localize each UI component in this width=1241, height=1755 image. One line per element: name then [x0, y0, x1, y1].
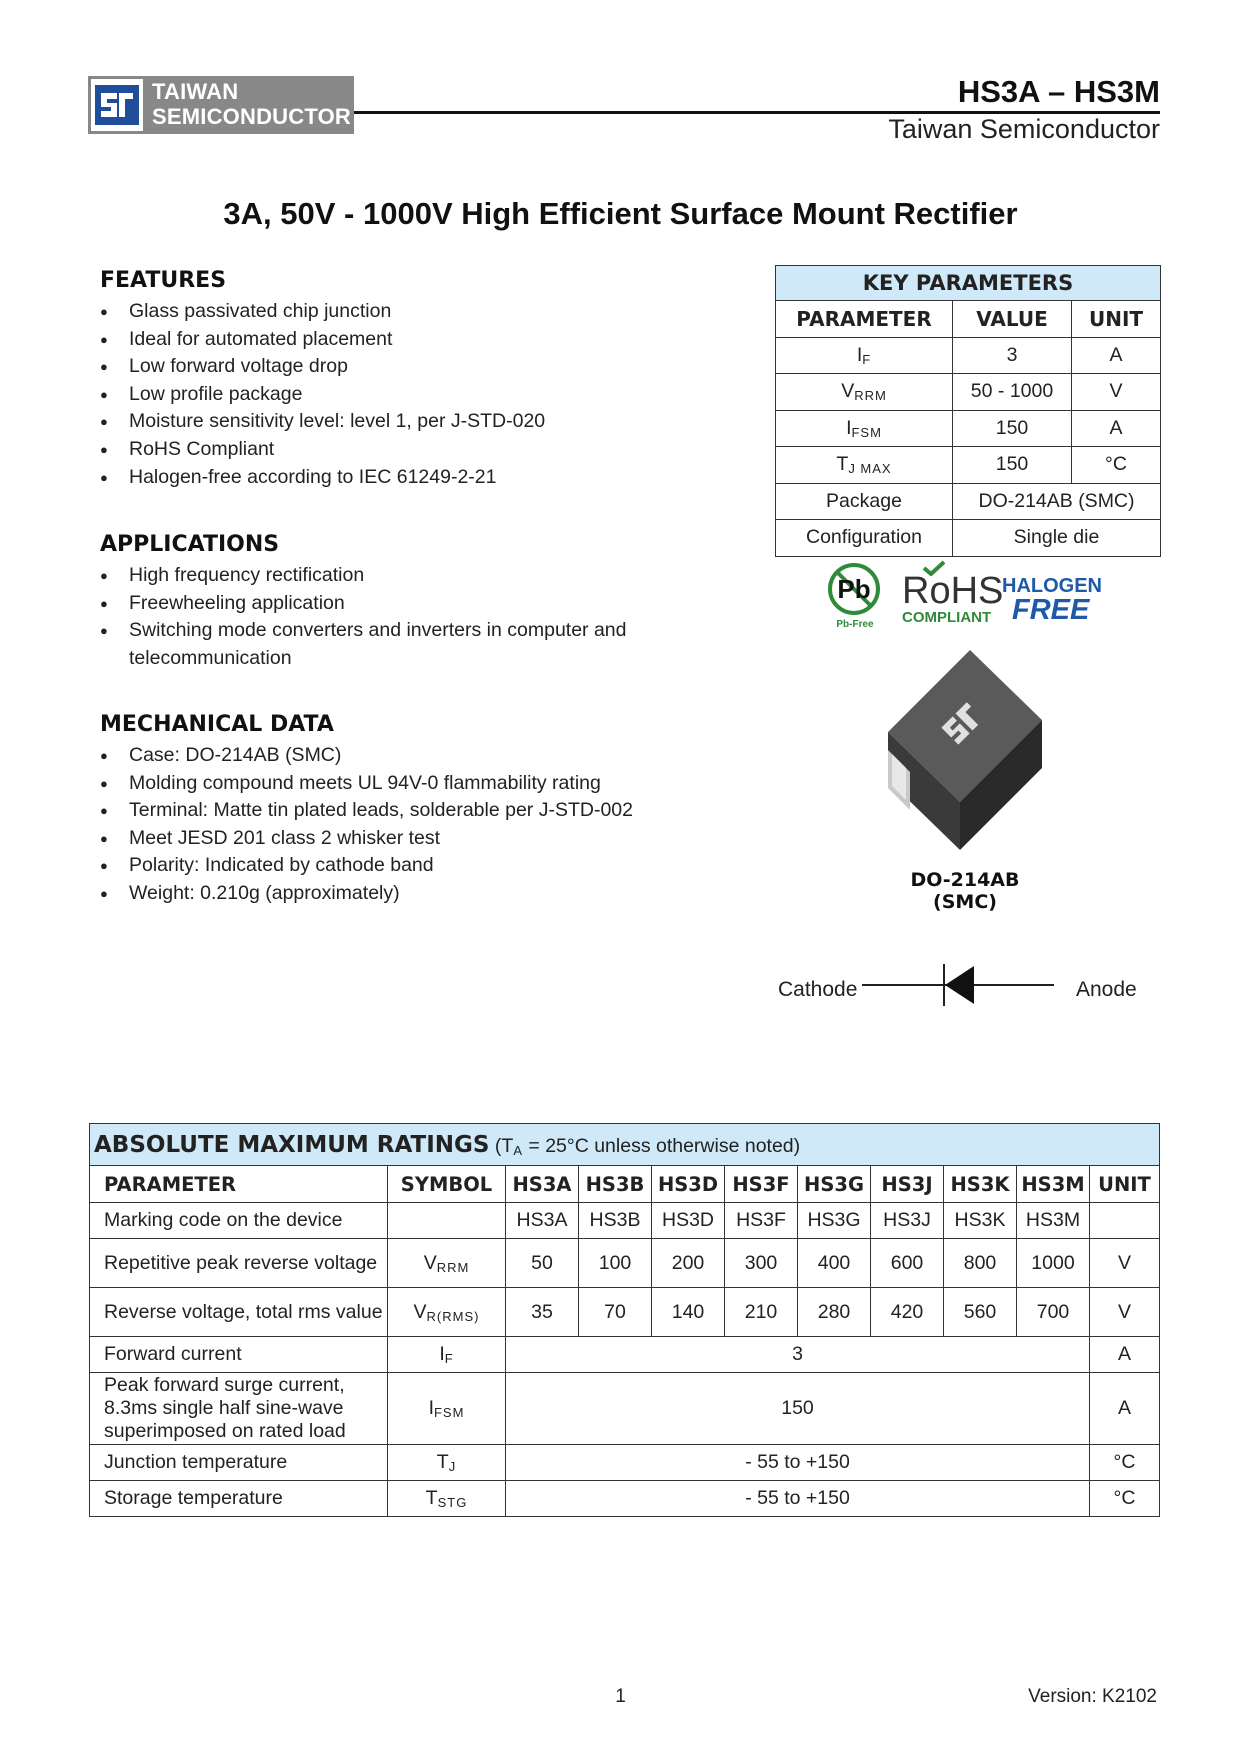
pb-text: Pb — [837, 574, 871, 604]
part-number-title: HS3A – HS3M — [957, 74, 1160, 109]
anode-label: Anode — [1076, 978, 1137, 1001]
value-cell: HS3G — [798, 1203, 871, 1239]
table-row — [90, 1203, 1160, 1239]
table-row — [90, 1373, 1160, 1445]
kp-unit-cell: A — [1072, 337, 1161, 374]
symbol-cell: $T_{STG}$ — [388, 1481, 506, 1517]
value-cell: HS3B — [579, 1203, 652, 1239]
table-row — [90, 1288, 1160, 1337]
rohs-logo-text: RoHS — [902, 570, 1004, 612]
list-item: ● Meet JESD 201 class 2 whisker test — [100, 825, 740, 853]
amr-header-parameter: PARAMETER — [90, 1166, 388, 1203]
value-cell: 700 — [1017, 1288, 1090, 1337]
list-item: ● Terminal: Matte tin plated leads, solderable per J-STD-002 — [100, 797, 740, 825]
kp-unit-cell: A — [1072, 410, 1161, 447]
value-cell: 100 — [579, 1239, 652, 1288]
kp-value-cell: Single die — [953, 520, 1161, 557]
value-cell: HS3D — [652, 1203, 725, 1239]
amr-header-part: HS3A — [506, 1166, 579, 1203]
kp-value-cell: 150 — [953, 447, 1072, 484]
diode-symbol-icon — [862, 960, 1054, 1010]
value-cell: 70 — [579, 1288, 652, 1337]
value-cell: HS3M — [1017, 1203, 1090, 1239]
list-item: ● Glass passivated chip junction — [100, 298, 720, 326]
list-item: ● Halogen-free according to IEC 61249-2-21 — [100, 464, 720, 492]
kp-param-cell: $I_{FSM}$ — [776, 410, 953, 447]
value-cell: 1000 — [1017, 1239, 1090, 1288]
value-cell: HS3K — [944, 1203, 1017, 1239]
unit-cell: °C — [1090, 1445, 1160, 1481]
page-number: 1 — [615, 1686, 626, 1707]
amr-header-part: HS3K — [944, 1166, 1017, 1203]
table-row — [776, 410, 1161, 447]
amr-caption — [90, 1124, 1160, 1166]
symbol-cell: $I_F$ — [388, 1337, 506, 1373]
amr-note: ($T_A = 25^\circ C$ unless otherwise noted) — [494, 1134, 801, 1158]
kp-header-parameter: PARAMETER — [776, 301, 953, 338]
amr-header-part: HS3J — [871, 1166, 944, 1203]
version-label: Version: K2102 — [1028, 1686, 1157, 1707]
amr-header-part: HS3B — [579, 1166, 652, 1203]
features-heading: FEATURES — [100, 268, 227, 293]
table-row — [776, 483, 1161, 520]
value-cell: 210 — [725, 1288, 798, 1337]
mechanical-heading: MECHANICAL DATA — [100, 712, 334, 737]
symbol-cell: $T_J$ — [388, 1445, 506, 1481]
rohs-compliant-label: COMPLIANT — [902, 609, 992, 626]
value-cell: 50 — [506, 1239, 579, 1288]
amr-header-part: HS3D — [652, 1166, 725, 1203]
table-row — [776, 520, 1161, 557]
kp-value-cell: DO-214AB (SMC) — [953, 483, 1161, 520]
logo-mark-icon — [91, 79, 143, 131]
param-cell: Storage temperature — [90, 1481, 388, 1517]
unit-cell — [1090, 1203, 1160, 1239]
kp-param-cell: $V_{RRM}$ — [776, 374, 953, 411]
list-item: ● Ideal for automated placement — [100, 326, 720, 354]
value-cell: 280 — [798, 1288, 871, 1337]
list-item: ● Low profile package — [100, 381, 720, 409]
kp-header-unit: UNIT — [1072, 301, 1161, 338]
symbol-cell: $I_{FSM}$ — [388, 1373, 506, 1445]
list-item: ● Moisture sensitivity level: level 1, per J-STD-020 — [100, 408, 720, 436]
value-cell: 35 — [506, 1288, 579, 1337]
absolute-max-ratings-table — [89, 1123, 1160, 1517]
cathode-label: Cathode — [778, 978, 858, 1001]
list-item: ● RoHS Compliant — [100, 436, 720, 464]
smc-package-image — [880, 650, 1050, 850]
symbol-cell: $V_{RRM}$ — [388, 1239, 506, 1288]
kp-param-cell: Package — [776, 483, 953, 520]
kp-value-cell: 3 — [953, 337, 1072, 374]
value-cell: 800 — [944, 1239, 1017, 1288]
pb-free-label: Pb-Free — [836, 619, 874, 630]
company-name: Taiwan Semiconductor — [888, 114, 1160, 144]
list-item: ● Freewheeling application — [100, 590, 630, 618]
amr-header-unit: UNIT — [1090, 1166, 1160, 1203]
value-cell: 600 — [871, 1239, 944, 1288]
list-item: ● High frequency rectification — [100, 562, 630, 590]
unit-cell: A — [1090, 1373, 1160, 1445]
key-parameters-table — [775, 265, 1161, 557]
company-logo — [88, 76, 354, 134]
logo-text-line1: TAIWAN — [152, 79, 239, 104]
list-item: ● Switching mode converters and inverters in computer and telecommunication — [100, 617, 630, 672]
halogen-free-label: FREE — [1012, 594, 1090, 626]
list-item: ● Polarity: Indicated by cathode band — [100, 852, 740, 880]
symbol-cell: $V_{R(RMS)}$ — [388, 1288, 506, 1337]
kp-value-cell: 50 - 1000 — [953, 374, 1072, 411]
halogen-label: HALOGEN — [1002, 575, 1102, 597]
applications-heading: APPLICATIONS — [100, 532, 280, 557]
amr-header-part: HS3F — [725, 1166, 798, 1203]
param-cell: Junction temperature — [90, 1445, 388, 1481]
param-cell: Forward current — [90, 1337, 388, 1373]
value-cell: - 55 to +150 — [506, 1445, 1090, 1481]
value-cell: 560 — [944, 1288, 1017, 1337]
table-row — [90, 1239, 1160, 1288]
value-cell: - 55 to +150 — [506, 1481, 1090, 1517]
value-cell: 400 — [798, 1239, 871, 1288]
param-cell: Marking code on the device — [90, 1203, 388, 1239]
table-row — [90, 1337, 1160, 1373]
key-parameters-caption: KEY PARAMETERS — [776, 266, 1161, 301]
table-row — [90, 1445, 1160, 1481]
unit-cell: A — [1090, 1337, 1160, 1373]
param-cell: Peak forward surge current, 8.3ms single half sine-wave superimposed on rated load — [90, 1373, 388, 1445]
symbol-cell — [388, 1203, 506, 1239]
mechanical-list — [100, 742, 740, 908]
unit-cell: V — [1090, 1288, 1160, 1337]
logo-text-line2: SEMICONDUCTOR — [152, 104, 351, 129]
table-row — [90, 1481, 1160, 1517]
features-list — [100, 298, 720, 491]
value-cell: 140 — [652, 1288, 725, 1337]
kp-unit-cell: °C — [1072, 447, 1161, 484]
value-cell: 300 — [725, 1239, 798, 1288]
kp-header-value: VALUE — [953, 301, 1072, 338]
param-cell: Repetitive peak reverse voltage — [90, 1239, 388, 1288]
package-caption: DO-214AB (SMC) — [910, 869, 1020, 913]
value-cell: 3 — [506, 1337, 1090, 1373]
table-row — [776, 337, 1161, 374]
unit-cell: °C — [1090, 1481, 1160, 1517]
applications-list — [100, 562, 630, 672]
value-cell: HS3J — [871, 1203, 944, 1239]
value-cell: 200 — [652, 1239, 725, 1288]
kp-param-cell: Configuration — [776, 520, 953, 557]
unit-cell: V — [1090, 1239, 1160, 1288]
amr-header-part: HS3M — [1017, 1166, 1090, 1203]
kp-value-cell: 150 — [953, 410, 1072, 447]
kp-unit-cell: V — [1072, 374, 1161, 411]
list-item: ● Case: DO-214AB (SMC) — [100, 742, 740, 770]
amr-header-part: HS3G — [798, 1166, 871, 1203]
list-item: ● Weight: 0.210g (approximately) — [100, 880, 740, 908]
value-cell: 420 — [871, 1288, 944, 1337]
table-row — [776, 447, 1161, 484]
param-cell: Reverse voltage, total rms value — [90, 1288, 388, 1337]
value-cell: HS3A — [506, 1203, 579, 1239]
document-title: 3A, 50V - 1000V High Efficient Surface Mount Rectifier — [223, 196, 1018, 231]
amr-title: ABSOLUTE MAXIMUM RATINGS — [94, 1131, 490, 1158]
pb-free-icon — [827, 562, 881, 616]
table-header-row — [90, 1166, 1160, 1203]
list-item: ● Low forward voltage drop — [100, 353, 720, 381]
kp-param-cell: $I_F$ — [776, 337, 953, 374]
list-item: ● Molding compound meets UL 94V-0 flammability rating — [100, 770, 740, 798]
value-cell: HS3F — [725, 1203, 798, 1239]
table-row — [776, 374, 1161, 411]
amr-header-symbol: SYMBOL — [388, 1166, 506, 1203]
checkmark-icon — [922, 560, 946, 576]
value-cell: 150 — [506, 1373, 1090, 1445]
kp-param-cell: $T_{J MAX}$ — [776, 447, 953, 484]
